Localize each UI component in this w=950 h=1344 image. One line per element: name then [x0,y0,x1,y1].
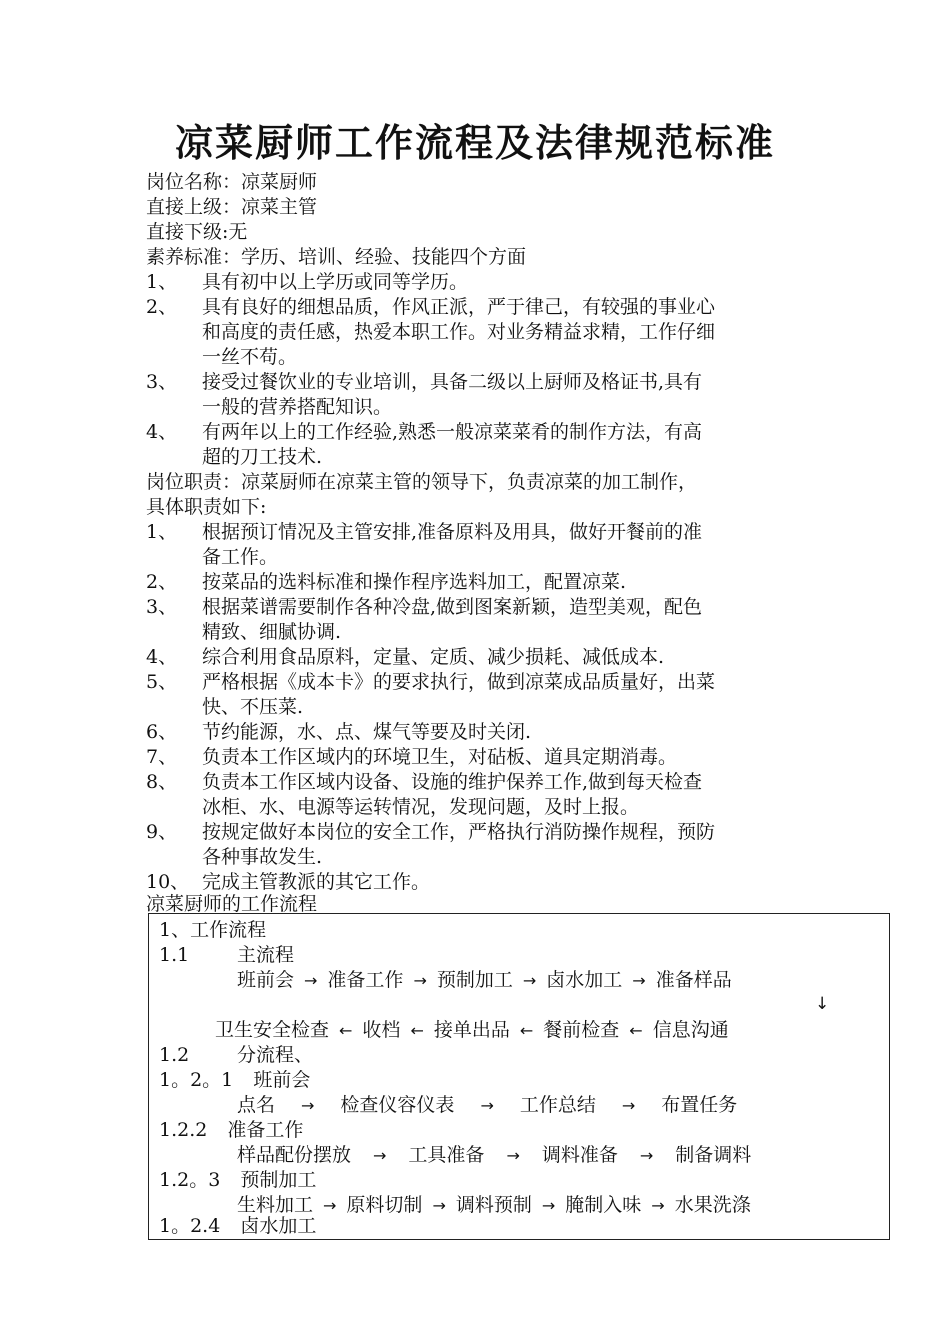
right-arrow-icon: → [651,1196,665,1215]
item-number: 4、 [146,646,178,668]
right-arrow-icon: → [432,1196,446,1215]
item-number: 2、 [146,571,178,593]
item-text: 和高度的责任感，热爱本职工作。对业务精益求精，工作仔细 [202,321,716,343]
item-text: 完成主管教派的其它工作。 [202,871,431,893]
duties-intro: 具体职责如下: [146,496,267,518]
flow-step: 生料加工 [237,1194,314,1216]
flow-step: 预制加工 [436,969,513,991]
subsection-heading [159,1168,316,1193]
right-arrow-icon: → [323,1196,337,1215]
flow-step: 原料切制 [346,1194,423,1216]
item-number: 2、 [146,296,178,318]
flow-step: 检查仪容仪表 [340,1094,455,1116]
item-text: 接受过餐饮业的专业培训，具备二级以上厨师及格证书,具有 [202,371,703,393]
sub-flow-number: 1.2 [159,1044,190,1066]
item-text: 具有初中以上学历或同等学历。 [202,271,469,293]
flow-step: 卫生安全检查 [215,1019,330,1041]
subsection-number: 1。2。1 [159,1069,234,1091]
flow-step: 水果洗涤 [674,1194,751,1216]
item-text: 根据预订情况及主管安排,准备原料及用具，做好开餐前的准 [202,521,703,543]
item-text: 超的刀工技术. [202,446,323,468]
subsection-heading [159,1214,316,1239]
flow-step: 准备工作 [327,969,404,991]
main-flow-row-1 [237,968,732,993]
main-flow-label: 主流程 [237,944,295,966]
item-number: 6、 [146,721,178,743]
right-arrow-icon: → [541,1196,556,1215]
item-text: 负责本工作区域内的环境卫生，对砧板、道具定期消毒。 [202,746,678,768]
workflow-section-title: 1、工作流程 [159,919,267,941]
item-text: 精致、细腻协调. [202,621,342,643]
right-arrow-icon: → [413,971,427,990]
item-number: 4、 [146,421,178,443]
item-number: 8、 [146,771,178,793]
subsection-heading [159,1068,310,1093]
item-text: 按菜品的选料标准和操作程序选料加工，配置凉菜. [202,571,627,593]
item-text: 有两年以上的工作经验,熟悉一般凉菜菜肴的制作方法，有高 [202,421,703,443]
flow-step: 餐前检查 [543,1019,620,1041]
item-text: 一丝不苟。 [202,346,298,368]
item-number: 1、 [146,271,178,293]
main-flow-number: 1.1 [159,944,190,966]
flow-step: 布置任务 [661,1094,738,1116]
right-arrow-icon: → [639,1146,654,1165]
left-arrow-icon: ← [629,1021,643,1040]
sub-flow-label: 分流程、 [237,1044,314,1066]
subsection-label: 准备工作 [227,1119,304,1141]
right-arrow-icon: → [632,971,646,990]
flow-step: 制备调料 [675,1144,752,1166]
flow-step: 准备样品 [655,969,732,991]
left-arrow-icon: ← [410,1021,424,1040]
item-number: 1、 [146,521,178,543]
right-arrow-icon: → [301,1096,315,1115]
document-title: 凉菜厨师工作流程及法律规范标准 [174,120,775,165]
main-flow-row-2 [215,1018,729,1043]
item-text: 各种事故发生. [202,846,323,868]
flow-step: 信息沟通 [652,1019,729,1041]
item-text: 冰柜、水、电源等运转情况，发现问题，及时上报。 [202,796,640,818]
item-text: 按规定做好本岗位的安全工作，严格执行消防操作规程，预防 [202,821,716,843]
right-arrow-icon: → [506,1146,520,1165]
subsection-heading [159,1118,303,1143]
flow-step: 点名 [237,1094,276,1116]
right-arrow-icon: → [304,971,318,990]
item-text: 根据菜谱需要制作各种冷盘,做到图案新颖，造型美观，配色 [202,596,703,618]
subsection-label: 卤水加工 [240,1215,317,1237]
quality-standard: 素养标准：学历、培训、经验、技能四个方面 [146,246,527,268]
flow-step: 班前会 [237,969,295,991]
flow-step: 工具准备 [408,1144,485,1166]
item-text: 快、不压菜. [202,696,304,718]
subsection-steps [237,1093,737,1118]
item-number: 3、 [146,371,178,393]
duties-intro: 岗位职责：凉菜厨师在凉菜主管的领导下，负责凉菜的加工制作， [146,471,698,493]
left-arrow-icon: ← [339,1021,353,1040]
item-text: 综合利用食品原料，定量、定质、减少损耗、减低成本. [202,646,665,668]
workflow-heading: 凉菜厨师的工作流程 [146,893,318,915]
flow-step: 工作总结 [519,1094,596,1116]
item-number: 10、 [146,871,190,893]
flow-step: 调料预制 [455,1194,532,1216]
flow-step: 调料准备 [541,1144,618,1166]
subsection-number: 1.2.2 [159,1119,208,1141]
flow-step: 样品配份摆放 [237,1144,352,1166]
flow-step: 收档 [362,1019,401,1041]
flow-step: 接单出品 [433,1019,510,1041]
subsection-number: 1。2.4 [159,1215,221,1237]
item-text: 具有良好的细想品质，作风正派，严于律己，有较强的事业心 [202,296,716,318]
item-number: 5、 [146,671,178,693]
subsection-steps [237,1143,751,1168]
subsection-label: 预制加工 [240,1169,317,1191]
flow-step: 卤水加工 [546,969,623,991]
item-number: 9、 [146,821,178,843]
right-arrow-icon: → [373,1146,387,1165]
item-number: 7、 [146,746,178,768]
post-name: 岗位名称：凉菜厨师 [146,171,318,193]
subsection-number: 1.2。3 [159,1169,221,1191]
direct-superior: 直接上级：凉菜主管 [146,196,318,218]
item-text: 一般的营养搭配知识。 [202,396,393,418]
subsection-label: 班前会 [253,1069,311,1091]
left-arrow-icon: ← [519,1021,534,1040]
item-text: 节约能源，水、点、煤气等要及时关闭. [202,721,532,743]
item-number: 3、 [146,596,178,618]
right-arrow-icon: → [522,971,537,990]
item-text: 负责本工作区域内设备、设施的维护保养工作,做到每天检查 [202,771,703,793]
flow-step: 腌制入味 [565,1194,642,1216]
right-arrow-icon: → [621,1096,636,1115]
right-arrow-icon: → [480,1096,494,1115]
workflow-box [148,913,890,1240]
item-text: 备工作。 [202,546,279,568]
down-arrow-icon: ↓ [815,994,830,1014]
item-text: 严格根据《成本卡》的要求执行，做到凉菜成品质量好，出菜 [202,671,716,693]
direct-subordinate: 直接下级:无 [146,221,248,243]
